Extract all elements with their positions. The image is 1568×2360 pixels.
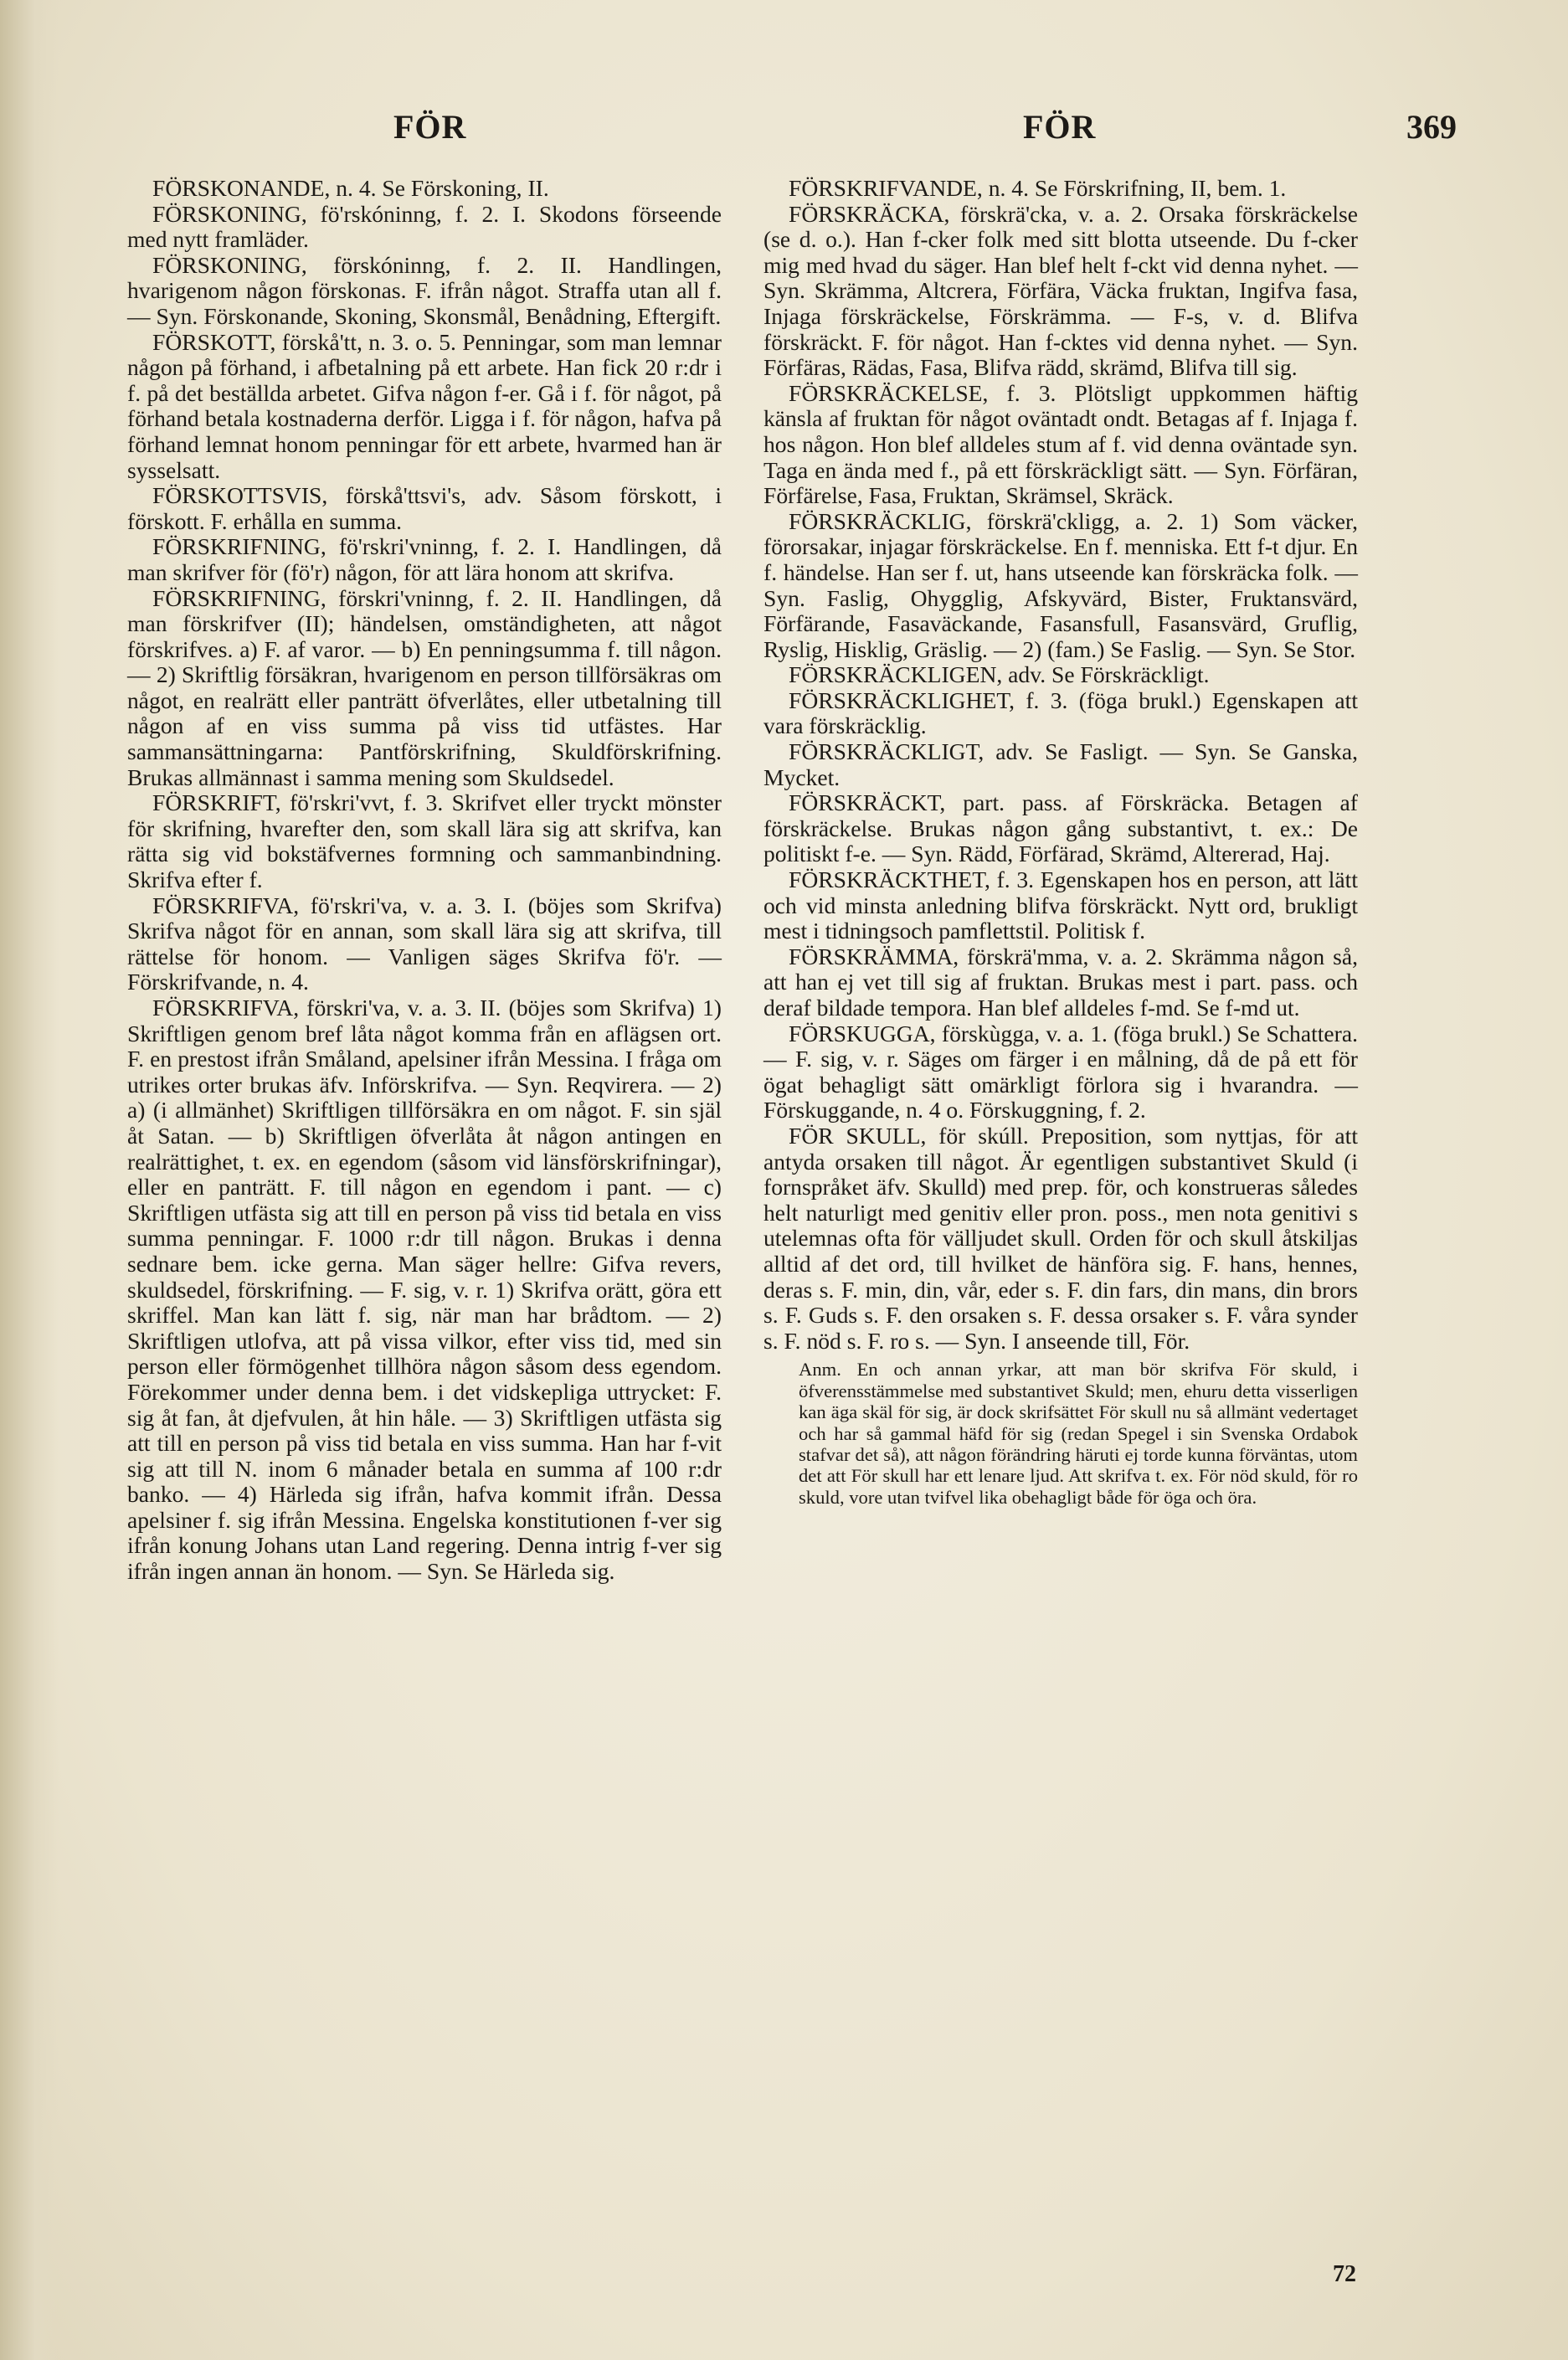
dictionary-entry: FÖRSKRÄCKLIG, förskrä'ckligg, a. 2. 1) Som väcker, förorsakar, injagar förskräckelse. En f. menniska. Ett f-t djur. En f. händelse. Han ser f. ut, hans utseende kan förskräcka folk. — Syn. Faslig, Ohygglig, Afskyvärd, Bister, Fruktansvärd, Förfärande, Fasaväckande, Fasansfull, Fasansvärd, Gruflig, Ryslig, Hisklig, Gräslig. — 2) (fam.) Se Faslig. — Syn. Se Stor. [763,507,1358,662]
dictionary-entry: FÖRSKONING, förskóninng, f. 2. II. Handlingen, hvarigenom någon förskonas. F. ifrån något. Straffa utan all f. — Syn. Förskonande, Skoning, Skonsmål, Benådning, Eftergift. [127,251,722,329]
dictionary-entry: FÖR SKULL, för skúll. Preposition, som nyttjas, för att antyda orsaken till något. Är egentligen substantivet Skuld (i fornspråket äfv. Skulld) med prep. för, och konstrueras således helt naturligt med genitiv eller pron. poss., men nota genitivi s utelemnas ofta för välljudet skull. Orden för och skull åtskiljas alltid af det ord, till hvilket de hänföra sig. F. hans, hennes, deras s. F. min, din, vår, eder s. F. din fars, din mans, din brors s. F. Guds s. F. den orsaken s. F. dessa orsaker s. F. våra synder s. F. nöd s. F. ro s. — Syn. I anseende till, För. [763,1122,1358,1354]
dictionary-entry: FÖRSKUGGA, förskùgga, v. a. 1. (föga brukl.) Se Schattera. — F. sig, v. r. Säges om färger i en målning, då de på ett för ögat behagligt sätt omärkligt förlora sig i hvarandra. — Förskuggande, n. 4 o. Förskuggning, f. 2. [763,1020,1358,1123]
dictionary-entry: FÖRSKRIFVA, förskri'va, v. a. 3. II. (böjes som Skrifva) 1) Skriftligen genom bref låta något komma från en aflägsen ort. F. en prestost ifrån Småland, apelsiner ifrån Messina. I fråga om utrikes orter brukas äfv. Införskrifva. — Syn. Reqvirera. — 2) a) (i allmänhet) Skriftligen tillförsäkra en om något. F. sin själ åt Satan. — b) Skriftligen öfverlåta åt någon antingen en realrättighet, t. ex. en egendom (såsom vid länsförskrifningar), eller en panträtt. F. till någon en egendom i pant. — c) Skriftligen utfästa sig att till en person på viss tid betala en viss summa penningar. F. 1000 r:dr till någon. Brukas i denna sednare bem. icke gerna. Man säger hellre: Gifva revers, skuldsedel, förskrifning. — F. sig, v. r. 1) Skrifva orätt, göra ett skriffel. Man kan lätt f. sig, när man har brådtom. — 2) Skriftligen utlofva, att på vissa vilkor, efter viss tid, med sin person eller förmögenhet tillhöra någon såsom dess egendom. Förekommer under denna bem. i det vidskepliga uttrycket: F. sig åt fan, åt djefvulen, åt hin håle. — 3) Skriftligen utfästa sig att till en person på viss tid betala en viss summa. Han har f-vit sig att till N. inom 6 månader betala en summa af 100 r:dr banko. — 4) Härleda sig ifrån, hafva kommit ifrån. Dessa apelsiner f. sig ifrån Messina. Engelska konstitutionen f-ver sig ifrån konung Johans utan Land regering. Denna intrig f-ver sig ifrån ingen annan än honom. — Syn. Se Härleda sig. [127,995,722,1585]
dictionary-entry: FÖRSKRIFVA, fö'rskri'va, v. a. 3. I. (böjes som Skrifva) Skrifva något för en annan, som skall lära sig att skrifva, till rättelse för honom. — Vanligen säges Skrifva fö'r. — Förskrifvande, n. 4. [127,892,722,995]
signature-mark: 72 [1333,2261,1356,2287]
dictionary-entry: FÖRSKOTTSVIS, förskå'ttsvi's, adv. Såsom förskott, i förskott. F. erhålla en summa. [127,482,722,534]
usage-note: Anm. En och annan yrkar, att man bör skrifva För skuld, i öfverensstämmelse med substantivet Skuld; men, ehuru detta visserligen kan äga skäl för sig, är dock skrifsättet För skull nu så allmänt vedertaget och har så gammal häfd för sig (redan Spegel i sin Svenska Ordabok stafvar det så), att någon förändring häruti ej torde kunna förväntas, utom det att För skull har ett lenare ljud. Att skrifva t. ex. För nöd skuld, för ro skuld, vore utan tvifvel lika obehagligt både för öga och öra. [799,1359,1358,1508]
dictionary-entry: FÖRSKRÄMMA, förskrä'mma, v. a. 2. Skrämma någon så, att han ej vet till sig af fruktan. Brukas mest i part. pass. och deraf bildade tempora. Han blef alldeles f-md. Se f-md ut. [763,943,1358,1021]
dictionary-entry: FÖRSKRIFVANDE, n. 4. Se Förskrifning, II, bem. 1. [789,175,1287,201]
page-number: 369 [1406,108,1457,146]
dictionary-entry: FÖRSKRIFNING, fö'rskri'vninng, f. 2. I. Handlingen, då man skrifver för (fö'r) någon, för att lära honom att skrifva. [127,533,722,585]
dictionary-entry: FÖRSKONANDE, n. 4. Se Förskoning, II. [152,175,549,201]
dictionary-entry: FÖRSKRÄCKT, part. pass. af Förskräcka. Betagen af förskräckelse. Brukas någon gång substantivt, t. ex.: De politiskt f-e. — Syn. Rädd, Förfärad, Skrämd, Altererad, Haj. [763,789,1358,867]
right-column [763,176,1358,1508]
dictionary-entry: FÖRSKRÄCKLIGEN, adv. Se Förskräckligt. [789,661,1210,688]
dictionary-entry: FÖRSKONING, fö'rskóninng, f. 2. I. Skodons förseende med nytt framläder. [127,200,722,253]
page-binding-edge [0,0,59,2360]
dictionary-entry: FÖRSKRÄCKA, förskrä'cka, v. a. 2. Orsaka förskräckelse (se d. o.). Han f-cker folk med sitt blotta utseende. Du f-cker mig med hvad du säger. Han blef helt f-ckt vid denna nyhet. — Syn. Skrämma, Altcrera, Förfära, Väcka fruktan, Ingifva fasa, Injaga förskräckelse, Förskrämma. — F-s, v. d. Blifva förskräckt. F. för något. Han f-cktes vid denna nyhet. — Syn. Förfäras, Rädas, Fasa, Blifva rädd, skrämd, Blifva till sig. [763,200,1358,381]
dictionary-entry: FÖRSKRÄCKLIGT, adv. Se Fasligt. — Syn. Se Ganska, Mycket. [763,738,1358,790]
dictionary-entry: FÖRSKRIFNING, förskri'vninng, f. 2. II. Handlingen, då man förskrifver (II); händelsen, omständigheten, att något förskrifves. a) F. af varor. — b) En penningsumma f. till någon. — 2) Skriftlig försäkran, hvarigenom en person tillförsäkras om något, en realrätt eller panträtt öfverlåtes, eller utbetalning till någon af en viss summa på viss tid utfästes. Har sammansättningarna: Pantförskrifning, Skuldförskrifning. Brukas allmännast i samma mening som Skuldsedel. [127,584,722,790]
dictionary-entry: FÖRSKOTT, förskå'tt, n. 3. o. 5. Penningar, som man lemnar någon på förhand, i afbetalning på ett arbete. Han fick 20 r:dr i f. på det beställda arbetet. Gifva någon f-er. Gå i f. för något, på förhand betala kostnaderna derför. Ligga i f. för någon, hafva på förhand lemnat honom penningar för ett arbete, hvarmed han är sysselsatt. [127,328,722,483]
dictionary-entry: FÖRSKRÄCKLIGHET, f. 3. (föga brukl.) Egenskapen att vara förskräcklig. [763,686,1358,739]
left-column [127,176,722,1585]
running-header-left: FÖR [393,108,467,146]
running-header-right: FÖR [1023,108,1097,146]
dictionary-entry: FÖRSKRÄCKTHET, f. 3. Egenskapen hos en person, att lätt och vid minsta anledning blifva förskräckt. Nytt ord, brukligt mest i tidningsoch pamflettstil. Politisk f. [763,866,1358,944]
dictionary-entry: FÖRSKRIFT, fö'rskri'vvt, f. 3. Skrifvet eller tryckt mönster för skrifning, hvarefter den, som skall lära sig att skrifva, kan rätta sig vid bokstäfvernes formning och sammanbindning. Skrifva efter f. [127,789,722,893]
dictionary-entry: FÖRSKRÄCKELSE, f. 3. Plötsligt uppkommen häftig känsla af fruktan för något oväntadt ondt. Betagas af f. Injaga f. hos någon. Hon blef alldeles stum af f. vid denna oväntade syn. Taga en ända med f., på ett förskräckligt sätt. — Syn. Förfäran, Förfärelse, Fasa, Fruktan, Skrämsel, Skräck. [763,379,1358,509]
